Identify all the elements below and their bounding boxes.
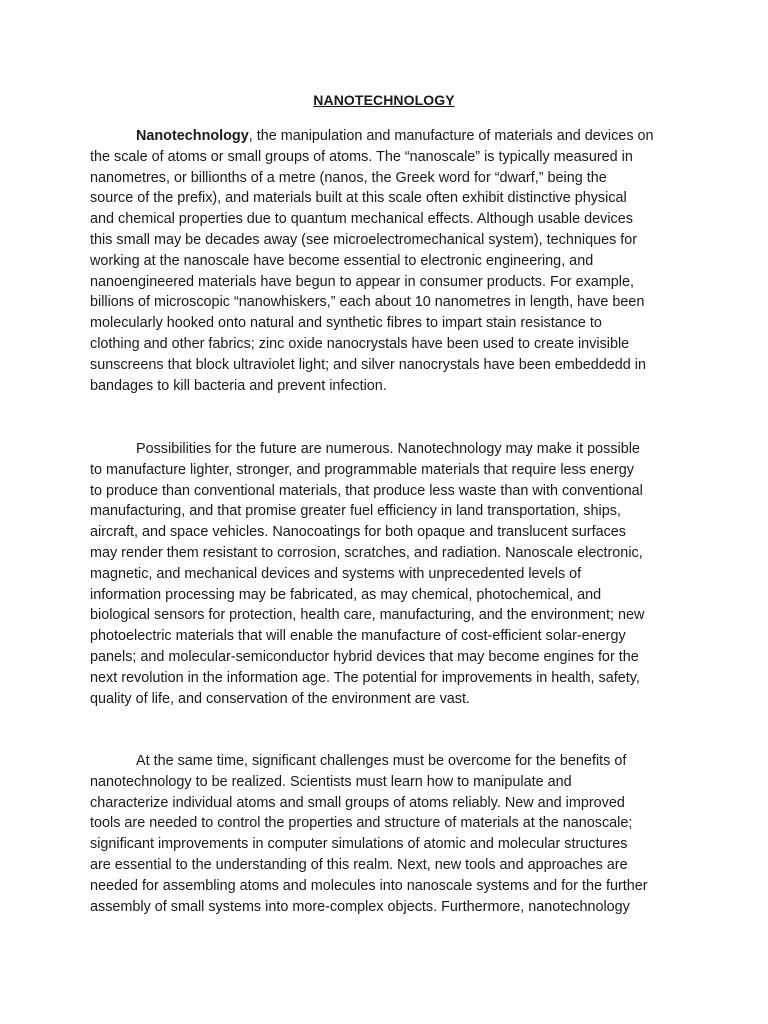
paragraph-line: working at the nanoscale have become essential to electronic engineering, and: [90, 252, 594, 269]
paragraph-line: next revolution in the information age. The potential for improvements in health, safety,: [90, 669, 640, 686]
paragraph-line: information processing may be fabricated, as may chemical, photochemical, and: [90, 586, 602, 603]
paragraph-intro: [90, 126, 690, 396]
document-title: NANOTECHNOLOGY: [313, 92, 455, 108]
paragraph-line: and chemical properties due to quantum mechanical effects. Although usable devices: [90, 211, 633, 228]
paragraph-line: biological sensors for protection, health care, manufacturing, and the environment; new: [90, 607, 645, 624]
paragraph-line: Possibilities for the future are numerous. Nanotechnology may make it possible: [136, 441, 640, 457]
paragraph-line: nanometres, or billionths of a metre (nanos, the Greek word for “dwarf,” being the: [90, 169, 607, 186]
paragraph-line: manufacturing, and that promise greater fuel efficiency in land transportation, ships,: [90, 503, 621, 520]
paragraph-line: to manufacture lighter, stronger, and programmable materials that require less energy: [90, 461, 634, 478]
paragraph-line: to produce than conventional materials, that produce less waste than with conventional: [90, 482, 643, 499]
paragraph-line: source of the prefix), and materials built at this scale often exhibit distinctive physical: [90, 190, 627, 207]
paragraph-line: photoelectric materials that will enable the manufacture of cost-efficient solar-energy: [90, 628, 626, 645]
paragraph-line: the scale of atoms or small groups of atoms. The “nanoscale” is typically measured in: [90, 148, 633, 165]
paragraph-line: panels; and molecular-semiconductor hybrid devices that may become engines for the: [90, 648, 639, 665]
paragraph-line: characterize individual atoms and small groups of atoms reliably. New and improved: [90, 794, 625, 811]
paragraph-line: magnetic, and mechanical devices and systems with unprecedented levels of: [90, 565, 582, 582]
paragraph-line: aircraft, and space vehicles. Nanocoatings for both opaque and translucent surfaces: [90, 524, 626, 541]
paragraph-line: sunscreens that block ultraviolet light; and silver nanocrystals have been embeddedd in: [90, 356, 646, 373]
paragraph-challenges: [90, 751, 690, 917]
paragraph-line: significant improvements in computer simulations of atomic and molecular structures: [90, 836, 628, 853]
term-nanotechnology: Nanotechnology: [136, 128, 249, 144]
paragraph-line: assembly of small systems into more-complex objects. Furthermore, nanotechnology: [90, 898, 630, 915]
paragraph-line: nanotechnology to be realized. Scientists must learn how to manipulate and: [90, 773, 572, 790]
paragraph-line: are essential to the understanding of this realm. Next, new tools and approaches are: [90, 856, 628, 873]
paragraph-line: bandages to kill bacteria and prevent infection.: [90, 377, 387, 394]
paragraph-line: this small may be decades away (see microelectromechanical system), techniques for: [90, 231, 638, 248]
paragraph-line: [90, 126, 690, 147]
paragraph-possibilities: [90, 439, 690, 709]
paragraph-line: At the same time, significant challenges must be overcome for the benefits of: [136, 753, 627, 769]
paragraph-line-text: , the manipulation and manufacture of materials and devices on: [248, 128, 654, 144]
paragraph-line: may render them resistant to corrosion, scratches, and radiation. Nanoscale electronic,: [90, 544, 643, 561]
paragraph-line: quality of life, and conservation of the environment are vast.: [90, 690, 470, 707]
paragraph-line: needed for assembling atoms and molecules into nanoscale systems and for the further: [90, 877, 648, 894]
paragraph-line: billions of microscopic “nanowhiskers,” each about 10 nanometres in length, have been: [90, 294, 645, 311]
paragraph-line: nanoengineered materials have begun to appear in consumer products. For example,: [90, 273, 634, 290]
paragraph-line: clothing and other fabrics; zinc oxide nanocrystals have been used to create invisible: [90, 335, 630, 352]
paragraph-line: molecularly hooked onto natural and synthetic fibres to impart stain resistance to: [90, 315, 602, 332]
paragraph-line: tools are needed to control the properties and structure of materials at the nanoscale;: [90, 815, 633, 832]
